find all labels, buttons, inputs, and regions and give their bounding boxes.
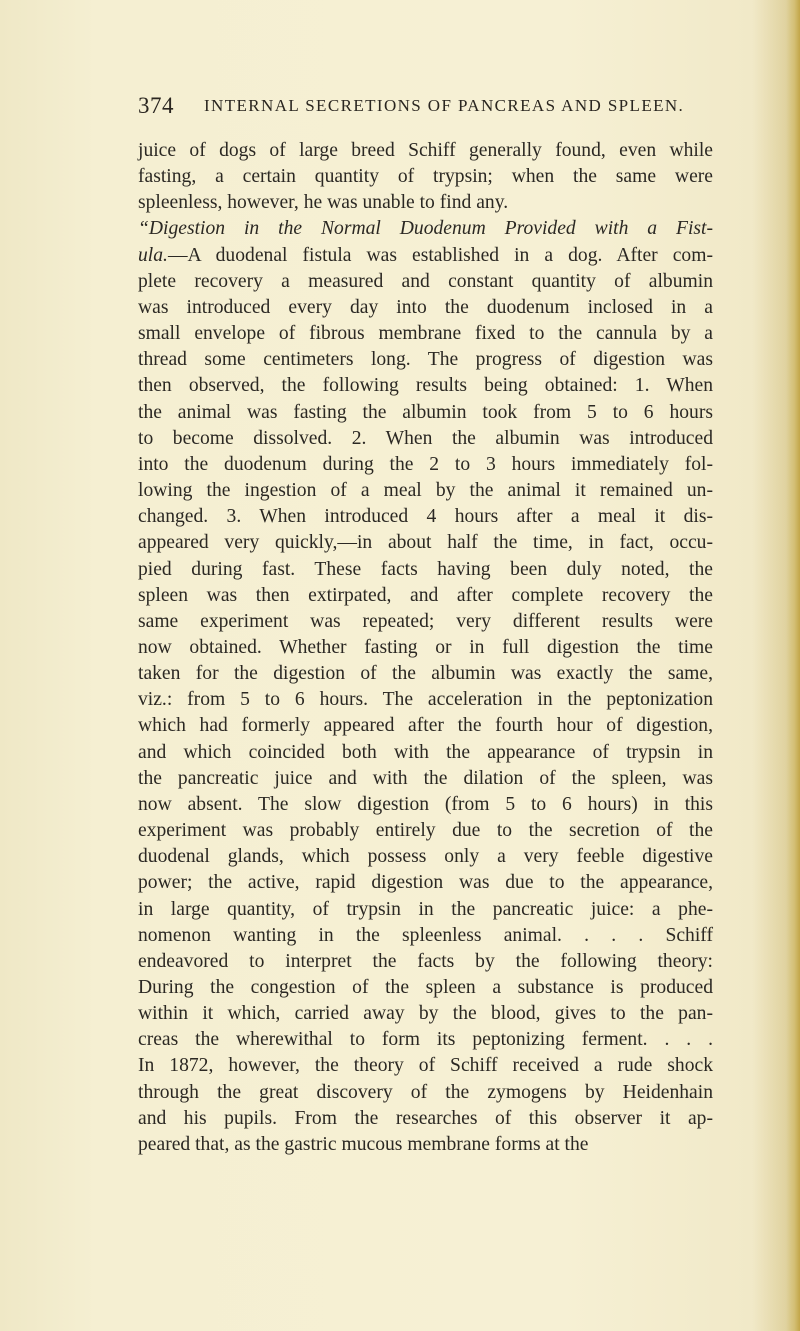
text-line <box>138 321 713 347</box>
italic-heading-text: “Digestion in the Normal Duodenum Provided with a Fist- <box>138 218 713 240</box>
text-line <box>138 504 713 530</box>
text-line <box>138 1080 713 1106</box>
line-text: peared that, as the gastric mucous membrane forms at the <box>138 1133 589 1155</box>
line-text: In 1872, however, the theory of Schiff received a rude shock <box>138 1055 713 1077</box>
line-text: appeared very quickly,—in about half the time, in fact, occu- <box>138 532 713 554</box>
text-line <box>138 1027 713 1053</box>
line-text: same experiment was repeated; very different results were <box>138 610 713 632</box>
text-line <box>138 635 713 661</box>
line-text: then observed, the following results being obtained: 1. When <box>138 375 713 397</box>
line-text: to become dissolved. 2. When the albumin was introduced <box>138 427 713 449</box>
running-title: INTERNAL SECRETIONS OF PANCREAS AND SPLEEN. <box>204 96 685 115</box>
page-edge-shadow <box>786 0 800 1331</box>
line-text: thread some centimeters long. The progress of digestion was <box>138 349 713 371</box>
text-line <box>138 740 713 766</box>
line-text: spleenless, however, he was unable to find any. <box>138 192 509 214</box>
line-text: power; the active, rapid digestion was due to the appearance, <box>138 872 713 894</box>
text-line <box>138 766 713 792</box>
line-text: and his pupils. From the researches of this observer it ap- <box>138 1107 713 1129</box>
text-line <box>138 792 713 818</box>
text-line <box>138 557 713 583</box>
line-text: small envelope of fibrous membrane fixed to the cannula by a <box>138 323 713 345</box>
line-text: —A duodenal fistula was established in a dog. After com- <box>167 244 713 266</box>
text-line <box>138 216 713 242</box>
text-line <box>138 1001 713 1027</box>
text-line <box>138 478 713 504</box>
line-text: in large quantity, of trypsin in the pancreatic juice: a phe- <box>138 898 713 920</box>
line-text: plete recovery a measured and constant quantity of albumin <box>138 270 713 292</box>
text-line <box>138 1106 713 1132</box>
line-text: through the great discovery of the zymogens by Heidenhain <box>138 1081 713 1103</box>
text-line <box>138 164 713 190</box>
text-line <box>138 949 713 975</box>
line-text: duodenal glands, which possess only a very feeble digestive <box>138 846 713 868</box>
line-text: pied during fast. These facts having been duly noted, the <box>138 558 713 580</box>
text-line <box>138 583 713 609</box>
text-line <box>138 269 713 295</box>
line-text: taken for the digestion of the albumin was exactly the same, <box>138 663 713 685</box>
line-text: fasting, a certain quantity of trypsin; when the same were <box>138 166 713 188</box>
line-text: and which coincided both with the appearance of trypsin in <box>138 741 713 763</box>
text-line <box>138 243 713 269</box>
line-text: now obtained. Whether fasting or in full digestion the time <box>138 636 713 658</box>
text-line <box>138 661 713 687</box>
text-line <box>138 870 713 896</box>
line-text: now absent. The slow digestion (from 5 to 6 hours) in this <box>138 793 713 815</box>
text-line <box>138 687 713 713</box>
text-line <box>138 295 713 321</box>
line-text: During the congestion of the spleen a substance is produced <box>138 977 713 998</box>
line-text: was introduced every day into the duodenum inclosed in a <box>138 296 713 318</box>
line-text: nomenon wanting in the spleenless animal. . . . Schiff <box>138 924 713 946</box>
text-line <box>138 373 713 399</box>
line-text: viz.: from 5 to 6 hours. The acceleration in the peptonization <box>138 689 713 711</box>
line-text: within it which, carried away by the blood, gives to the pan- <box>138 1003 713 1025</box>
text-line <box>138 347 713 373</box>
text-line <box>138 138 713 164</box>
text-line <box>138 190 713 216</box>
page-number: 374 <box>138 93 174 118</box>
text-line <box>138 975 713 1001</box>
text-line <box>138 844 713 870</box>
line-text: changed. 3. When introduced 4 hours after a meal it dis- <box>138 506 713 528</box>
text-line <box>138 426 713 452</box>
line-text: spleen was then extirpated, and after complete recovery the <box>138 584 713 606</box>
line-text: which had formerly appeared after the fourth hour of digestion, <box>138 715 713 737</box>
italic-heading-text: ula. <box>138 244 168 266</box>
text-line <box>138 897 713 923</box>
line-text: experiment was probably entirely due to the secretion of the <box>138 820 713 842</box>
line-text: creas the wherewithal to form its peptonizing ferment. . . . <box>138 1029 713 1051</box>
text-line <box>138 400 713 426</box>
text-line <box>138 1132 713 1158</box>
line-text: into the duodenum during the 2 to 3 hours immediately fol- <box>138 453 713 475</box>
text-line <box>138 1053 713 1079</box>
text-line <box>138 713 713 739</box>
text-line <box>138 452 713 478</box>
text-line <box>138 818 713 844</box>
body-text <box>138 138 713 1158</box>
line-text: lowing the ingestion of a meal by the animal it remained un- <box>138 480 713 502</box>
text-line <box>138 530 713 556</box>
text-line <box>138 609 713 635</box>
page-header <box>138 93 778 123</box>
line-text: the pancreatic juice and with the dilation of the spleen, was <box>138 767 713 789</box>
line-text: the animal was fasting the albumin took from 5 to 6 hours <box>138 401 713 423</box>
text-line <box>138 923 713 949</box>
line-text: juice of dogs of large breed Schiff generally found, even while <box>138 140 713 161</box>
line-text: endeavored to interpret the facts by the following theory: <box>138 950 713 972</box>
